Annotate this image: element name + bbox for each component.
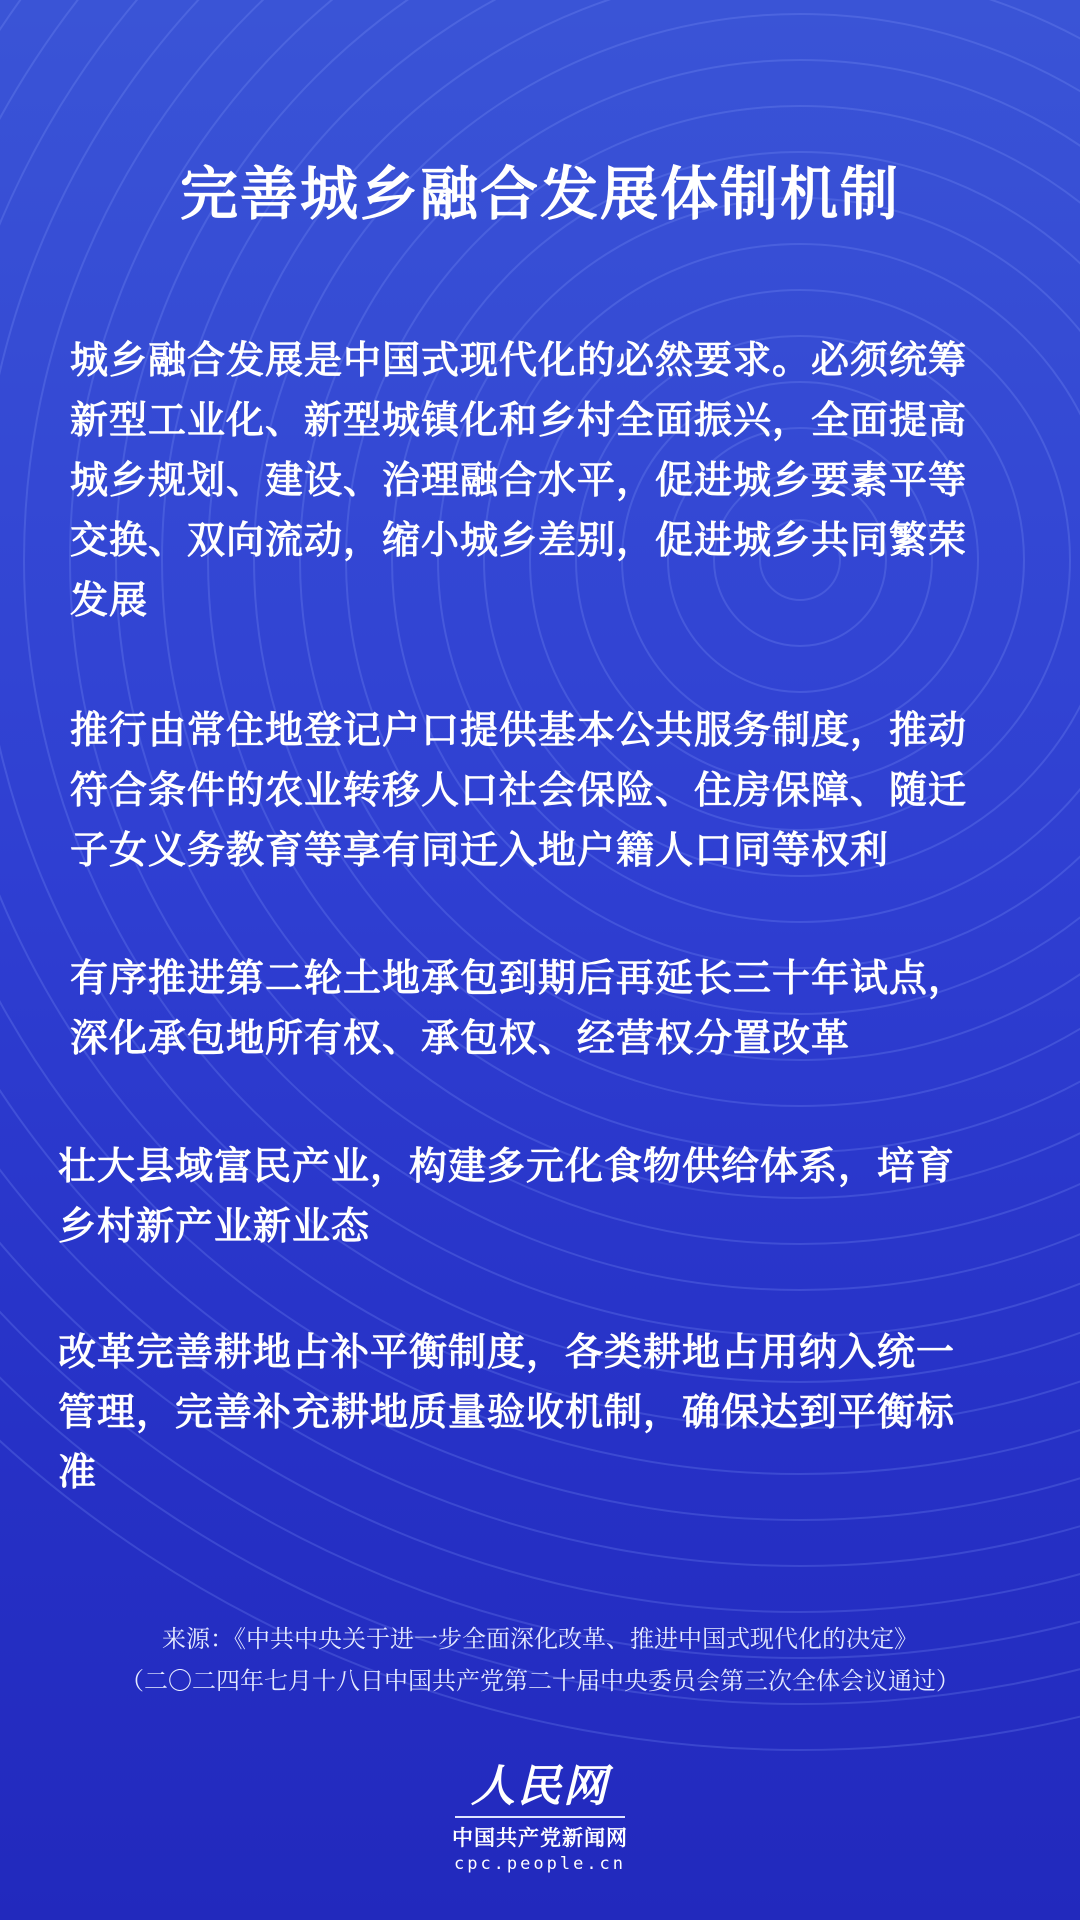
paragraph-line: 准: [58, 1450, 98, 1494]
paragraph-line: 发展: [70, 578, 149, 622]
paragraph-1: [70, 330, 967, 630]
paragraph-5: [58, 1322, 955, 1502]
paragraph-line: 符合条件的农业转移人口社会保险、住房保障、随迁: [70, 768, 968, 812]
logo-site-name: 中国共产党新闻网: [452, 1826, 628, 1850]
paragraph-line: 乡村新产业新业态: [58, 1204, 371, 1248]
paragraph-line: 改革完善耕地占补平衡制度，各类耕地占用纳入统一: [58, 1330, 956, 1374]
paragraph-line: 有序推进第二轮土地承包到期后再延长三十年试点，: [70, 956, 968, 1000]
paragraph-line: 新型工业化、新型城镇化和乡村全面振兴，全面提高: [70, 398, 968, 442]
logo-url: cpc.people.cn: [453, 1854, 627, 1874]
people-cn-logo: [440, 1760, 640, 1876]
source-line-1: 来源：《中共中央关于进一步全面深化改革、推进中国式现代化的决定》: [162, 1625, 918, 1653]
source-citation: [0, 1618, 1080, 1702]
page-title: 完善城乡融合发展体制机制: [179, 160, 900, 228]
logo-divider: [455, 1816, 625, 1818]
paragraph-line: 管理，完善补充耕地质量验收机制，确保达到平衡标: [58, 1390, 956, 1434]
paragraph-line: 深化承包地所有权、承包权、经营权分置改革: [70, 1016, 851, 1060]
paragraph-line: 壮大县域富民产业，构建多元化食物供给体系，培育: [58, 1144, 956, 1188]
logo-wordmark: 人民网: [471, 1761, 609, 1812]
paragraph-3: [70, 948, 967, 1068]
paragraph-line: 城乡规划、建设、治理融合水平，促进城乡要素平等: [70, 458, 968, 502]
source-line-2: （二〇二四年七月十八日中国共产党第二十届中央委员会第三次全体会议通过）: [120, 1667, 960, 1695]
paragraph-line: 子女义务教育等享有同迁入地户籍人口同等权利: [70, 828, 890, 872]
paragraph-line: 城乡融合发展是中国式现代化的必然要求。必须统筹: [70, 338, 968, 382]
paragraph-2: [70, 700, 967, 880]
paragraph-line: 交换、双向流动，缩小城乡差别，促进城乡共同繁荣: [70, 518, 968, 562]
paragraph-4: [58, 1136, 955, 1256]
paragraph-line: 推行由常住地登记户口提供基本公共服务制度，推动: [70, 708, 968, 752]
